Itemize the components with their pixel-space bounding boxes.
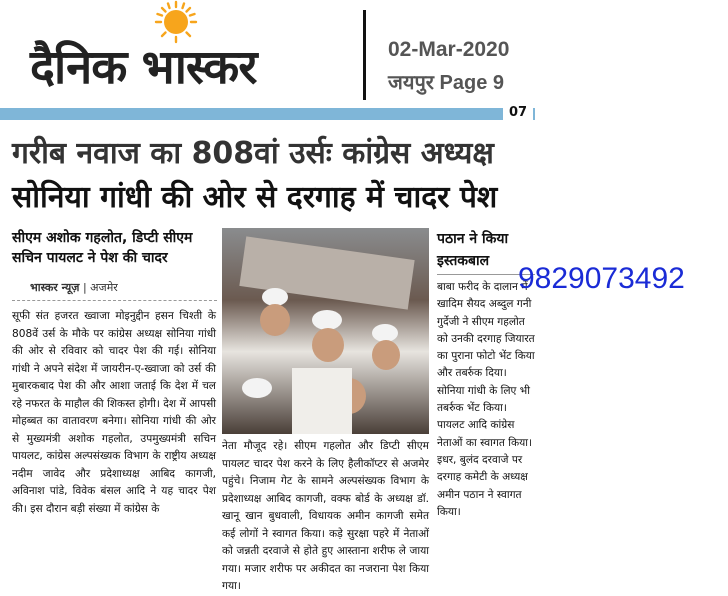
newspaper-logo: दैनिक भास्कर [30, 40, 257, 95]
edition-page-info: जयपुर Page 9 [388, 72, 505, 94]
subheadline: सीएम अशोक गहलोत, डिप्टी सीएम सचिन पायलट ने पेश की चादर [12, 230, 193, 266]
edition-date: 02-Mar-2020 [388, 38, 510, 61]
headline-line-2: सोनिया गांधी की ओर से दरगाह में चादर पेश [12, 180, 498, 215]
header-color-bar [0, 108, 535, 120]
photo-person-face [312, 328, 344, 362]
photo-person-cap [312, 310, 342, 330]
headline-line-1: गरीब नवाज का 808वां उर्सः कांग्रेस अध्यक्ष [12, 136, 494, 171]
photo-person-face [372, 340, 400, 370]
sidebar-text: बाबा फरीद के दालान में खादिम सैयद अब्दुल गनी गुर्देजी ने सीएम गहलोत को उनकी दरगाह जियारत का पुराना फोटो भेंट किया और तबर्रुक दिया। सोनिया गांधी के लिए भी तबर्रुक भेंट किया। पायलट आदि कांग्रेस नेताओं का स्वागत किया। इधर, बुलंद दरवाजे पर दरगाह कमेटी के अध्यक्ष अमीन पठान ने स्वागत किया। [437, 281, 535, 518]
photo-person-cap [242, 378, 272, 398]
masthead-divider [363, 10, 366, 100]
photo-white-kurta [292, 368, 352, 434]
byline [30, 280, 118, 295]
article-column-2: नेता मौजूद रहे। सीएम गहलोत और डिप्टी सीएम पायलट चादर पेश करने के लिए हैलीकॉप्टर से अजमेर पहुंचे। निजाम गेट के सामने अल्पसंख्यक विभाग के प्रदेशाध्यक्ष आबिद कागजी, वक्फ बोर्ड के अध्यक्ष डॉ. खानू खान बुधवाली, विधायक अमीन कागजी समेत कई लोगों ने स्वागत किया। कड़े सुरक्षा पहरे में नेताओं को जन्नती दरवाजे से होते हुए आस्ताना शरीफ ले जाया गया। मजार शरीफ पर अकीदत का नजराना पेश किया गया। [222, 440, 429, 592]
news-photo [222, 228, 429, 434]
byline-divider [12, 300, 217, 301]
phone-number-overlay: 9829073492 [518, 262, 685, 295]
article-column-1: सूफी संत हजरत ख्वाजा मोइनुद्दीन हसन चिश्ती के 808वें उर्स के मौके पर कांग्रेस अध्यक्ष सोनिया गांधी की ओर से रविवार को चादर पेश की गई। सोनिया गांधी ने अपने संदेश में जायरीन-ए-ख्वाजा को उर्स की मुबारकबाद पेश की और आशा जताई कि देश में चल रहे नफरत के माहौल की शिकस्त होगी। देश में आपसी मोहब्बत का वातावरण बनेगा। सोनिया गांधी की ओर से मुख्यमंत्री अशोक गहलोत, उपमुख्यमंत्री सचिन पायलट, कांग्रेस अल्पसंख्यक विभाग के राष्ट्रीय अध्यक्ष नदीम जावेद और प्रदेशाध्यक्ष आबिद कागजी, अविनाश पांडे, विवेक बंसल आदि ने यह चादर पेश की। इस दौरान बड़ी संख्या में कांग्रेस के [12, 310, 216, 515]
page-number: 07 [503, 105, 533, 121]
byline-separator: | [82, 281, 91, 294]
photo-person-face [260, 304, 290, 336]
byline-place: अजमेर [90, 281, 118, 294]
sidebar-heading: पठान ने किया इस्तकबाल [437, 228, 535, 275]
byline-source: भास्कर न्यूज़ [30, 281, 80, 294]
